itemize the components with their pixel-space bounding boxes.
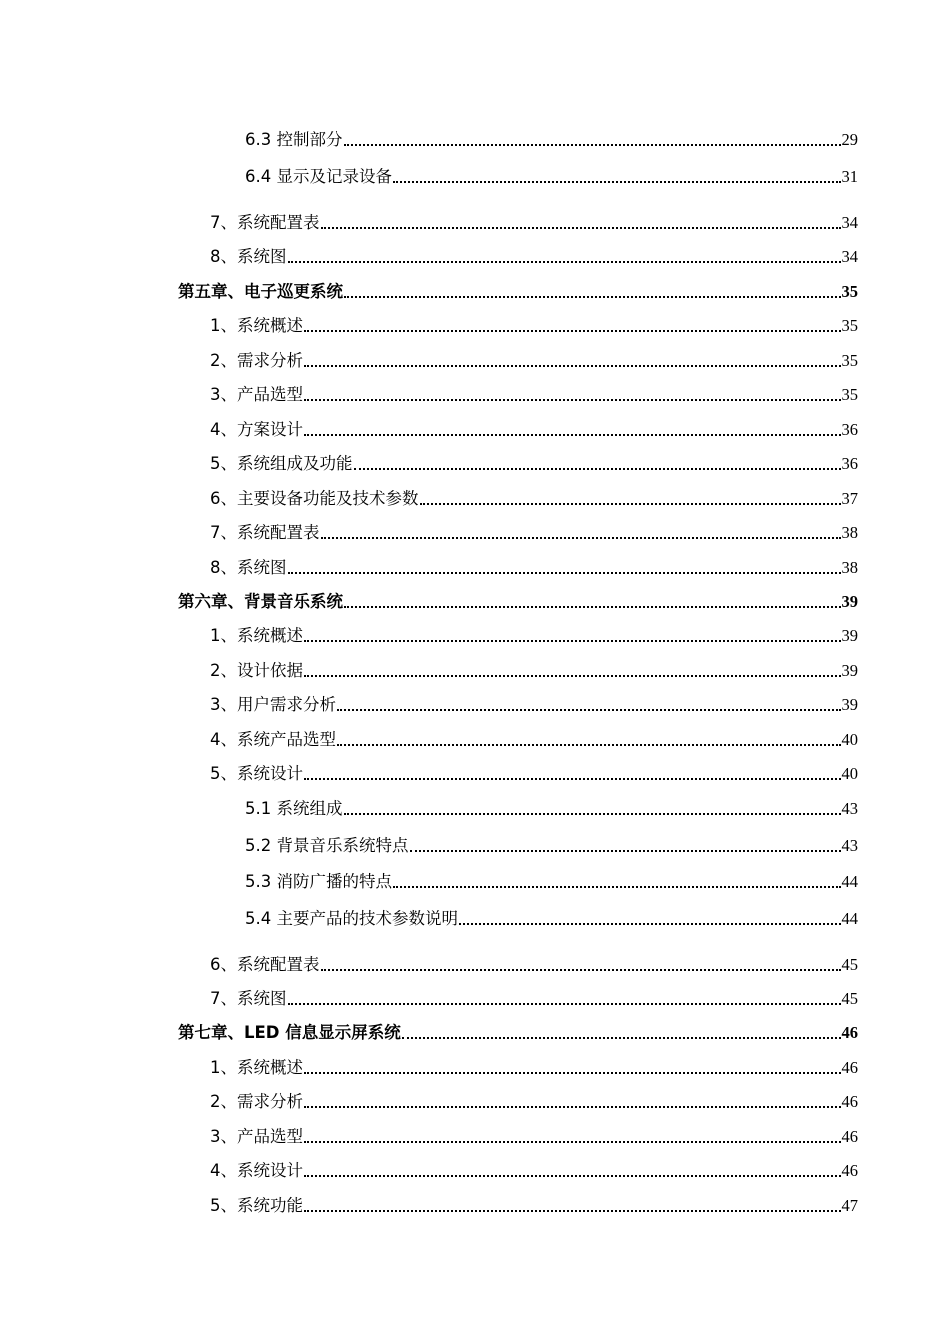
toc-entry-label: 1、系统概述 xyxy=(210,1058,303,1077)
toc-entry-label: 5.1 系统组成 xyxy=(245,799,343,818)
toc-dot-leader xyxy=(344,813,841,815)
toc-dot-leader xyxy=(393,886,841,888)
toc-page-number: 40 xyxy=(841,764,858,783)
toc-page-number: 46 xyxy=(841,1127,858,1146)
toc-page-number: 44 xyxy=(841,909,858,928)
toc-page-number: 39 xyxy=(841,661,858,680)
toc-entry-section[interactable] xyxy=(210,448,858,474)
toc-entry-label: 7、系统配置表 xyxy=(210,523,320,542)
toc-entry-section[interactable] xyxy=(210,517,858,543)
toc-entry-label: 3、产品选型 xyxy=(210,1127,303,1146)
toc-dot-leader xyxy=(288,261,841,263)
toc-entry-section[interactable] xyxy=(210,414,858,440)
toc-page-number: 44 xyxy=(841,872,858,891)
toc-dot-leader xyxy=(337,744,841,746)
toc-dot-leader xyxy=(304,1210,841,1212)
toc-page-number: 46 xyxy=(841,1161,858,1180)
toc-entry-subsection[interactable] xyxy=(245,161,858,187)
toc-dot-leader xyxy=(304,434,841,436)
toc-entry-section[interactable] xyxy=(210,552,858,578)
toc-page-number: 40 xyxy=(841,730,858,749)
toc-entry-section[interactable] xyxy=(210,620,858,646)
toc-page-number: 47 xyxy=(841,1196,858,1215)
toc-dot-leader xyxy=(321,227,841,229)
toc-entry-label: 2、设计依据 xyxy=(210,661,303,680)
toc-entry-section[interactable] xyxy=(210,207,858,233)
toc-dot-leader xyxy=(321,969,841,971)
toc-dot-leader xyxy=(304,675,841,677)
toc-entry-label: 6.3 控制部分 xyxy=(245,130,343,149)
toc-page-number: 39 xyxy=(841,626,858,645)
toc-dot-leader xyxy=(344,606,841,608)
toc-entry-label: 2、需求分析 xyxy=(210,351,303,370)
toc-page-number: 36 xyxy=(841,454,858,473)
toc-entry-label: 5、系统设计 xyxy=(210,764,303,783)
toc-entry-subsection[interactable] xyxy=(245,830,858,856)
toc-page-number: 46 xyxy=(841,1092,858,1111)
toc-dot-leader xyxy=(420,503,841,505)
toc-page-number: 35 xyxy=(841,351,858,370)
toc-entry-label: 5.4 主要产品的技术参数说明 xyxy=(245,909,458,928)
toc-page-number: 36 xyxy=(841,420,858,439)
toc-page-number: 39 xyxy=(841,592,858,611)
toc-entry-label: 4、方案设计 xyxy=(210,420,303,439)
toc-dot-leader xyxy=(288,572,841,574)
toc-entry-label: 5.3 消防广播的特点 xyxy=(245,872,392,891)
toc-entry-label: 2、需求分析 xyxy=(210,1092,303,1111)
toc-entry-subsection[interactable] xyxy=(245,124,858,150)
toc-entry-section[interactable] xyxy=(210,983,858,1009)
toc-dot-leader xyxy=(304,1141,841,1143)
toc-entry-section[interactable] xyxy=(210,655,858,681)
toc-entry-subsection[interactable] xyxy=(245,793,858,819)
toc-entry-section[interactable] xyxy=(210,1052,858,1078)
toc-dot-leader xyxy=(410,850,841,852)
toc-entry-label: 6、主要设备功能及技术参数 xyxy=(210,489,419,508)
toc-dot-leader xyxy=(304,1175,841,1177)
toc-dot-leader xyxy=(304,1106,841,1108)
toc-entry-label: 8、系统图 xyxy=(210,247,287,266)
toc-dot-leader xyxy=(344,144,841,146)
toc-entry-label: 3、产品选型 xyxy=(210,385,303,404)
toc-page-number: 34 xyxy=(841,247,858,266)
toc-dot-leader xyxy=(304,778,841,780)
toc-dot-leader xyxy=(304,640,841,642)
toc-entry-section[interactable] xyxy=(210,949,858,975)
toc-dot-leader xyxy=(344,296,841,298)
toc-entry-label: 4、系统产品选型 xyxy=(210,730,336,749)
toc-page-number: 35 xyxy=(841,385,858,404)
toc-entry-section[interactable] xyxy=(210,1086,858,1112)
toc-entry-label: 8、系统图 xyxy=(210,558,287,577)
toc-entry-label: 1、系统概述 xyxy=(210,626,303,645)
toc-dot-leader xyxy=(402,1037,841,1039)
toc-page-number: 31 xyxy=(841,167,858,186)
toc-page-number: 43 xyxy=(841,799,858,818)
toc-entry-label: 4、系统设计 xyxy=(210,1161,303,1180)
toc-entry-label: 5、系统功能 xyxy=(210,1196,303,1215)
toc-entry-section[interactable] xyxy=(210,758,858,784)
toc-entry-section[interactable] xyxy=(210,241,858,267)
toc-dot-leader xyxy=(321,537,841,539)
toc-page-number: 35 xyxy=(841,316,858,335)
toc-entry-label: 5、系统组成及功能 xyxy=(210,454,353,473)
toc-dot-leader xyxy=(304,330,841,332)
toc-entry-chapter[interactable] xyxy=(178,586,858,612)
toc-entry-section[interactable] xyxy=(210,1155,858,1181)
toc-entry-section[interactable] xyxy=(210,379,858,405)
toc-entry-section[interactable] xyxy=(210,483,858,509)
toc-entry-section[interactable] xyxy=(210,345,858,371)
toc-page-number: 43 xyxy=(841,836,858,855)
toc-entry-label: 第五章、电子巡更系统 xyxy=(178,282,343,301)
toc-entry-section[interactable] xyxy=(210,310,858,336)
toc-dot-leader xyxy=(304,399,841,401)
toc-entry-section[interactable] xyxy=(210,1121,858,1147)
toc-page-number: 38 xyxy=(841,523,858,542)
toc-entry-section[interactable] xyxy=(210,1190,858,1216)
toc-dot-leader xyxy=(337,709,841,711)
toc-entry-section[interactable] xyxy=(210,724,858,750)
toc-dot-leader xyxy=(288,1003,841,1005)
toc-entry-chapter[interactable] xyxy=(178,276,858,302)
toc-dot-leader xyxy=(393,181,841,183)
toc-page-number: 46 xyxy=(841,1023,858,1042)
toc-entry-label: 第七章、LED 信息显示屏系统 xyxy=(178,1023,401,1042)
toc-entry-subsection[interactable] xyxy=(245,903,858,929)
toc-entry-label: 7、系统图 xyxy=(210,989,287,1008)
toc-dot-leader xyxy=(304,1072,841,1074)
toc-dot-leader xyxy=(354,468,841,470)
toc-page-number: 39 xyxy=(841,695,858,714)
toc-entry-label: 第六章、背景音乐系统 xyxy=(178,592,343,611)
toc-entry-subsection[interactable] xyxy=(245,866,858,892)
toc-page-number: 45 xyxy=(841,989,858,1008)
toc-entry-chapter[interactable] xyxy=(178,1017,858,1043)
toc-page-number: 38 xyxy=(841,558,858,577)
toc-entry-label: 3、用户需求分析 xyxy=(210,695,336,714)
toc-entry-label: 7、系统配置表 xyxy=(210,213,320,232)
toc-page-number: 35 xyxy=(841,282,858,301)
toc-page-number: 45 xyxy=(841,955,858,974)
toc-page-number: 29 xyxy=(841,130,858,149)
toc-entry-label: 1、系统概述 xyxy=(210,316,303,335)
toc-entry-label: 5.2 背景音乐系统特点 xyxy=(245,836,409,855)
toc-dot-leader xyxy=(304,365,841,367)
toc-page-number: 34 xyxy=(841,213,858,232)
toc-entry-label: 6.4 显示及记录设备 xyxy=(245,167,392,186)
toc-dot-leader xyxy=(459,923,841,925)
toc-entry-section[interactable] xyxy=(210,689,858,715)
toc-page-number: 37 xyxy=(841,489,858,508)
toc-entry-label: 6、系统配置表 xyxy=(210,955,320,974)
toc-page-number: 46 xyxy=(841,1058,858,1077)
